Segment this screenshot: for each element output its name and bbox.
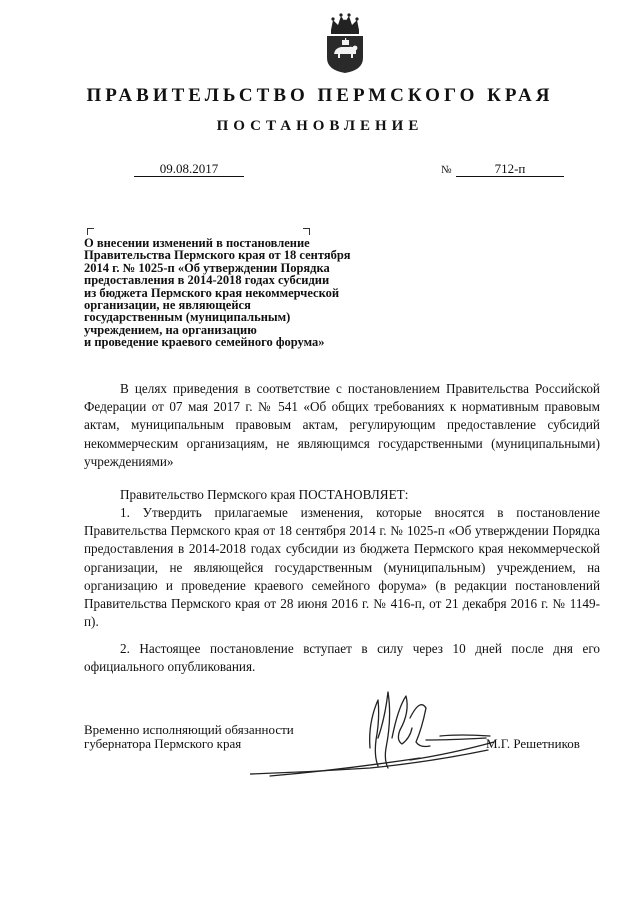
clause-1-text: 1. Утвердить прилагаемые изменения, которые вносятся в постановление Правительства Пермского края от 18 сентября 2014 г. № 1025-п «Об утверждении Порядка предоставления в 2014-2018 годах субсидии из бюджета Пермского края некоммерческой организации, не являющейся государственным (муниципальным) учреждением, на организацию и проведение краевого семейного форума» (в редакции постановлений Правительства Пермского края от 28 июня 2016 г. № 416-п, от 21 декабря 2016 г. № 1149-п). (84, 505, 600, 630)
resolves-paragraph (84, 486, 600, 504)
resolves-text: Правительство Пермского края ПОСТАНОВЛЯЕТ: (120, 487, 409, 502)
clause-1-paragraph (84, 504, 600, 631)
subject-line: учреждением, на организацию (84, 322, 257, 337)
subject-corner-right (303, 228, 310, 235)
preamble-text: В целях приведения в соответствие с постановлением Правительства Российской Федерации от 07 мая 2017 г. № 541 «Об общих требованиях к нормативным правовым актам, муниципальным правовым актам, регулирующим предоставление субсидий некоммерческим организациям, не являющимся государственными (муниципальными) учреждениями» (84, 381, 600, 469)
position-line-2: губернатора Пермского края (84, 736, 242, 751)
document-date: 09.08.2017 (134, 162, 244, 177)
clause-2-paragraph (84, 640, 600, 676)
subject-line: предоставления в 2014-2018 годах субсидии (84, 273, 330, 288)
document-number: 712-п (456, 162, 564, 177)
subject-line: государственным (муниципальным) (84, 310, 291, 325)
perm-krai-coat-of-arms-icon (323, 10, 367, 74)
subject-line: 2014 г. № 1025-п «Об утверждении Порядка (84, 260, 330, 275)
document-subject (84, 237, 404, 349)
preamble-paragraph (84, 380, 600, 471)
signatory-name: М.Г. Решетников (486, 736, 580, 751)
clause-2-text: 2. Настоящее постановление вступает в силу через 10 дней после дня его официального опубликования. (84, 641, 600, 675)
number-sign: № (441, 164, 452, 176)
position-line-1: Временно исполняющий обязанности (84, 722, 294, 737)
subject-line: Правительства Пермского края от 18 сентября (84, 248, 351, 263)
document-type: ПОСТАНОВЛЕНИЕ (216, 118, 424, 134)
organization-title: ПРАВИТЕЛЬСТВО ПЕРМСКОГО КРАЯ (86, 85, 554, 106)
subject-line: О внесении изменений в постановление (84, 236, 310, 250)
subject-corner-left (87, 228, 94, 235)
subject-line: и проведение краевого семейного форума» (84, 335, 325, 350)
handwritten-signature-icon (250, 678, 510, 788)
subject-line: организации, не являющейся (84, 298, 251, 313)
subject-line: из бюджета Пермского края некоммерческой (84, 285, 340, 300)
